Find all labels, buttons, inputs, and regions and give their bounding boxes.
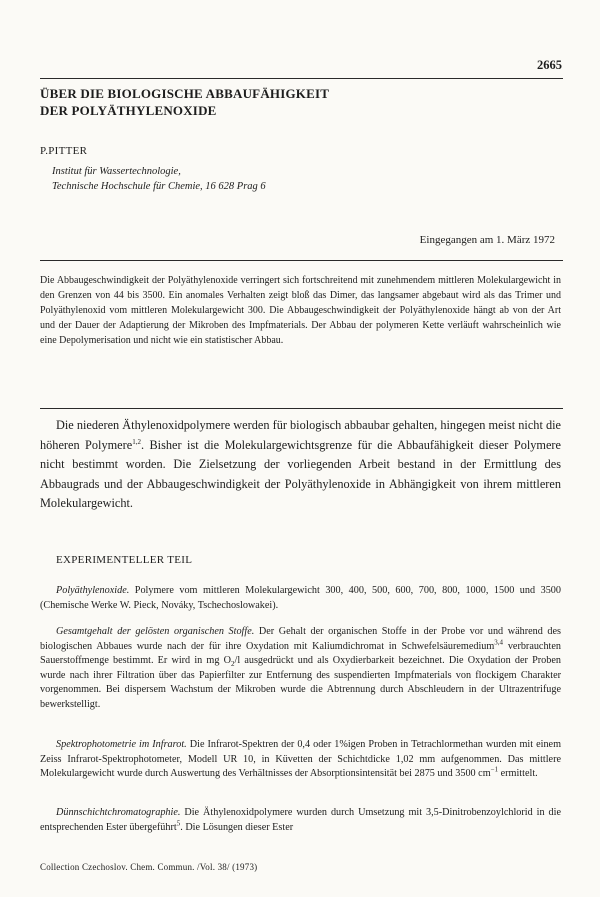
paragraph-ir-spectrophotometry <box>40 738 561 782</box>
paragraph-text-b: ermittelt. <box>498 768 538 780</box>
paragraph-lead: Polyäthylenoxide. <box>56 585 130 596</box>
header-rule <box>40 78 563 79</box>
introduction <box>40 416 561 514</box>
paragraph-text-c: /l ausgedrückt und als Oxydierbarkeit bezeichnet. Die Oxydation der Proben wurde nach ihrer Filtration über das Papierfilter zur Entfernung des suspendierten Impfmaterials von flockigem Charakter vorgenommen. Bei dispersem Wachstum der Mikroben wurde die Abtrennung durch Abschleudern in der Ultrazentrifuge bewerkstelligt. <box>40 655 561 710</box>
intro-text-2: . Bisher ist die Molekulargewichtsgrenze für die Abbaufähigkeit dieser Polymere nicht bestimmt worden. Die Zielsetzung der vorliegenden Arbeit bestand in der Ermittlung des Abbaugrads und der Abbaugeschwindigkeit der Polyäthylenoxide in Abhängigkeit von ihrem mittleren Molekulargewicht. <box>40 437 561 510</box>
paragraph-text-b: . Die Lösungen dieser Ester <box>180 821 294 833</box>
paragraph-ref: 5 <box>176 819 181 828</box>
author-name: P.PITTER <box>40 145 88 157</box>
paragraph-text-a: Die Infrarot-Spektren der 0,4 oder 1%igen Proben in Tetrachlormethan wurden mit einem Zeiss Infrarot-Spektrophotometer, Modell UR 10, in Küvetten der Schichtdicke 1,02 mm aufgenommen. Das mittlere Molekulargewicht wurde durch Auswertung des Verhältnisses der Absorptionsintensität bei 2875 und 3500 cm <box>40 739 562 780</box>
article-title <box>40 85 329 119</box>
affiliation-line-2: Technische Hochschule für Chemie, 16 628 Prag 6 <box>52 181 266 192</box>
paragraph-ref: 3,4 <box>494 638 504 647</box>
paragraph-text-a: Der Gehalt der organischen Stoffe in der Probe vor und während des biologischen Abbaues wurde nach der für ihre Oxydation mit Kaliumdichromat in Schwefelsäuremedium <box>40 626 561 652</box>
abstract: Die Abbaugeschwindigkeit der Polyäthylenoxide verringert sich fortschreitend mit zunehmendem mittleren Molekulargewicht in den Grenzen von 44 bis 3500. Ein anomales Verhalten zeigt bloß das Dimer, das langsamer abgebaut wird als das Trimer und Polyäthylenoxid vom mittleren Molekulargewicht 300. Die Abbaugeschwindigkeit der Polyäthylenoxide hängt ab von der Art und der Dauer der Adaptierung der Mikroben des Impfmaterials. Der Abbau der polymeren Kette verläuft wahrscheinlich wie eine Depolymerisation und nicht wie ein statistischer Abbau. <box>40 275 561 346</box>
abstract-rule-top <box>40 260 563 261</box>
received-date: Eingegangen am 1. März 1972 <box>419 234 555 246</box>
paragraph-superscript: −1 <box>490 765 499 774</box>
paragraph-lead: Dünnschichtchromatographie. <box>56 807 181 818</box>
intro-text-1: Die niederen Äthylenoxidpolymere werden für biologisch abbaubar gehalten, hingegen meist nicht die höheren Polymere <box>40 418 561 452</box>
paragraph-lead: Gesamtgehalt der gelösten organischen Stoffe. <box>56 626 255 637</box>
paragraph-tlc <box>40 806 561 835</box>
paragraph-lead: Spektrophotometrie im Infrarot. <box>56 739 187 750</box>
paragraph-text-b: verbrauchten Sauerstoffmenge bestimmt. Er wird in mg O <box>40 640 561 667</box>
paragraph-subscript: 2 <box>231 660 235 669</box>
intro-ref: 1,2 <box>132 437 141 446</box>
title-line-1: ÜBER DIE BIOLOGISCHE ABBAUFÄHIGKEIT <box>40 86 330 101</box>
section-title: EXPERIMENTELLER TEIL <box>56 554 193 566</box>
journal-footer: Collection Czechoslov. Chem. Commun. /Vol. 38/ (1973) <box>40 862 258 872</box>
paragraph-text-a: Die Äthylenoxidpolymere wurden durch Umsetzung mit 3,5-Dinitrobenzoylchlorid in die entsprechenden Ester übergeführt <box>40 807 561 833</box>
affiliation <box>52 164 266 194</box>
paragraph-text: Polymere vom mittleren Molekulargewicht 300, 400, 500, 600, 700, 800, 1000, 1500 und 3500 (Chemische Werke W. Pieck, Nováky, Tschechoslowakei). <box>40 585 561 611</box>
title-line-2: DER POLYÄTHYLENOXIDE <box>40 103 217 118</box>
affiliation-line-1: Institut für Wassertechnologie, <box>52 166 181 177</box>
paragraph-polyethylene-oxides <box>40 584 561 613</box>
abstract-rule-bottom <box>40 408 563 409</box>
page-number: 2665 <box>537 58 562 72</box>
paragraph-organic-content <box>40 625 561 713</box>
